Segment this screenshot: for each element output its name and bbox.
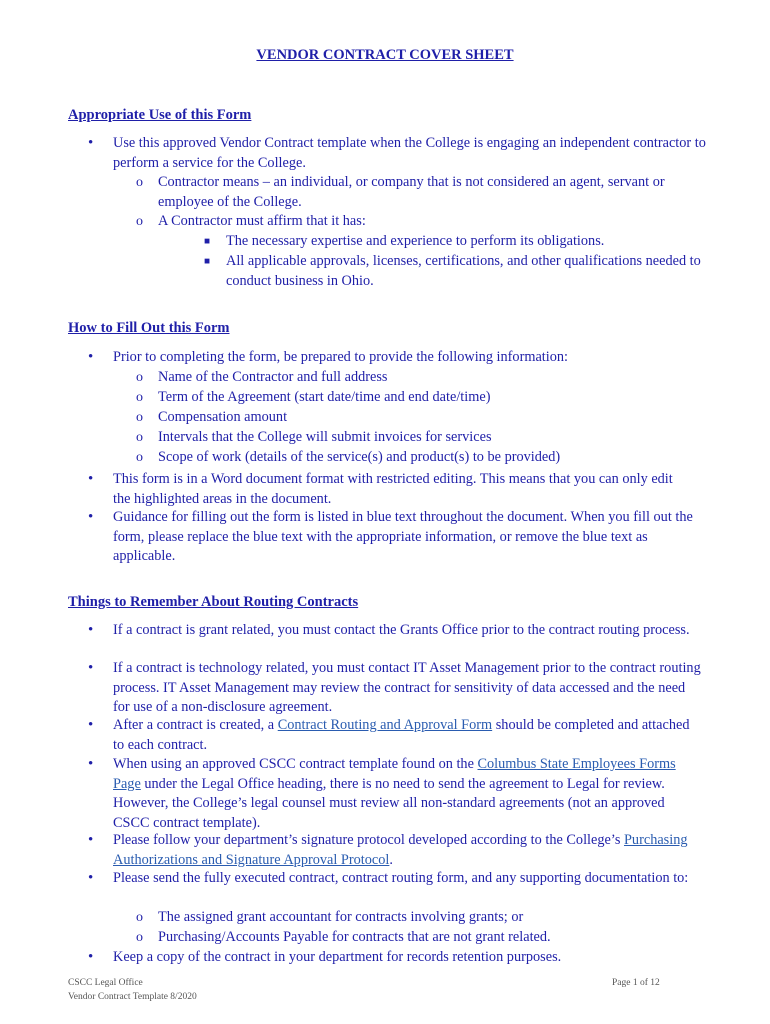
contract-routing-form-link[interactable]: Contract Routing and Approval Form	[277, 717, 493, 733]
sub-bullet-marker: o	[136, 214, 143, 229]
bullet-marker: •	[88, 949, 94, 965]
signature-text-post: .	[389, 851, 393, 868]
sub-bullet-contractor-name: Name of the Contractor and full address	[158, 369, 388, 385]
footer-template-version: Vendor Contract Template 8/2020	[68, 991, 197, 1002]
sub-bullet-marker: o	[136, 175, 143, 190]
bullet-marker: •	[88, 660, 94, 676]
bullet-word-format: This form is in a Word document format with restricted editing. This means that you can only edit the highlighted areas in the document.	[113, 471, 673, 507]
square-bullet-marker: ■	[204, 236, 211, 247]
section-heading-appropriate-use: Appropriate Use of this Form	[68, 107, 252, 123]
bullet-keep-copy: Keep a copy of the contract in your department for records retention purposes.	[113, 949, 562, 965]
bullet-marker: •	[88, 349, 94, 365]
sub-bullet-contractor-affirm: A Contractor must affirm that it has:	[158, 213, 366, 229]
bullet-use-template: Use this approved Vendor Contract template when the College is engaging an independent contractor to perform a service for the College.	[113, 135, 706, 171]
bullet-routing-form	[113, 716, 693, 755]
sub-bullet-marker: o	[136, 410, 143, 425]
bullet-grant-related: If a contract is grant related, you must contact the Grants Office prior to the contract routing process.	[113, 622, 690, 638]
employees-forms-page-link[interactable]: Columbus State Employees Forms Page	[113, 756, 676, 792]
sub-bullet-marker: o	[136, 430, 143, 445]
signature-approval-protocol-link[interactable]: Purchasing Authorizations and Signature Approval Protocol	[113, 832, 688, 868]
bullet-prior-to-completing: Prior to completing the form, be prepared to provide the following information:	[113, 349, 569, 365]
sub-bullet-contractor-means: Contractor means – an individual, or company that is not considered an agent, servant or employee of the College.	[158, 174, 665, 210]
sub-bullet-scope: Scope of work (details of the service(s) and product(s) to be provided)	[158, 449, 561, 465]
sub-bullet-marker: o	[136, 370, 143, 385]
bullet-send-contract: Please send the fully executed contract, contract routing form, and any supporting documentation to:	[113, 870, 689, 886]
footer-left	[68, 977, 197, 1004]
sub-sub-bullet-expertise: The necessary expertise and experience to perform its obligations.	[226, 233, 605, 249]
bullet-marker: •	[88, 622, 94, 638]
sub-bullet-marker: o	[136, 450, 143, 465]
routing-form-text-pre: After a contract is created, a	[113, 717, 278, 733]
sub-bullet-purchasing: Purchasing/Accounts Payable for contracts that are not grant related.	[158, 929, 551, 945]
sub-bullet-grant-accountant: The assigned grant accountant for contracts involving grants; or	[158, 909, 524, 925]
footer-page-number: Page 1 of 12	[612, 978, 660, 988]
sub-bullet-intervals: Intervals that the College will submit invoices for services	[158, 429, 492, 445]
bullet-marker: •	[88, 832, 94, 848]
square-bullet-marker: ■	[204, 256, 211, 267]
template-text-post: under the Legal Office heading, there is no need to send the agreement to Legal for review. However, the College’s legal counsel must review all non-standard agreements (not an approved CSCC contract template).	[113, 775, 665, 831]
footer-office: CSCC Legal Office	[68, 978, 143, 988]
template-text-pre: When using an approved CSCC contract template found on the	[113, 756, 478, 772]
bullet-marker: •	[88, 717, 94, 733]
bullet-technology-related: If a contract is technology related, you must contact IT Asset Management prior to the contract routing process. IT Asset Management may review the contract for sensitivity of data accessed and the need for use of a non-disclosure agreement.	[113, 660, 701, 716]
bullet-marker: •	[88, 135, 94, 151]
bullet-marker: •	[88, 870, 94, 886]
bullet-approved-template	[113, 755, 698, 833]
sub-bullet-compensation: Compensation amount	[158, 409, 288, 425]
bullet-signature-protocol	[113, 831, 693, 870]
sub-bullet-marker: o	[136, 930, 143, 945]
sub-bullet-term: Term of the Agreement (start date/time and end date/time)	[158, 389, 491, 405]
sub-bullet-marker: o	[136, 390, 143, 405]
sub-sub-bullet-approvals: All applicable approvals, licenses, certifications, and other qualifications needed to conduct business in Ohio.	[226, 253, 701, 289]
bullet-marker: •	[88, 756, 94, 772]
signature-text-pre: Please follow your department’s signature protocol developed according to the College’s	[113, 832, 624, 848]
sub-bullet-marker: o	[136, 910, 143, 925]
section-heading-fill-out: How to Fill Out this Form	[68, 320, 230, 336]
section-heading-routing: Things to Remember About Routing Contracts	[68, 594, 359, 610]
bullet-guidance: Guidance for filling out the form is listed in blue text throughout the document. When you fill out the form, please replace the blue text with the appropriate information, or remove the blue text as applicable.	[113, 509, 693, 565]
document-title: VENDOR CONTRACT COVER SHEET	[256, 47, 514, 63]
bullet-marker: •	[88, 509, 94, 525]
routing-form-text-post: should be completed and attached to each contract.	[113, 717, 690, 753]
bullet-marker: •	[88, 471, 94, 487]
